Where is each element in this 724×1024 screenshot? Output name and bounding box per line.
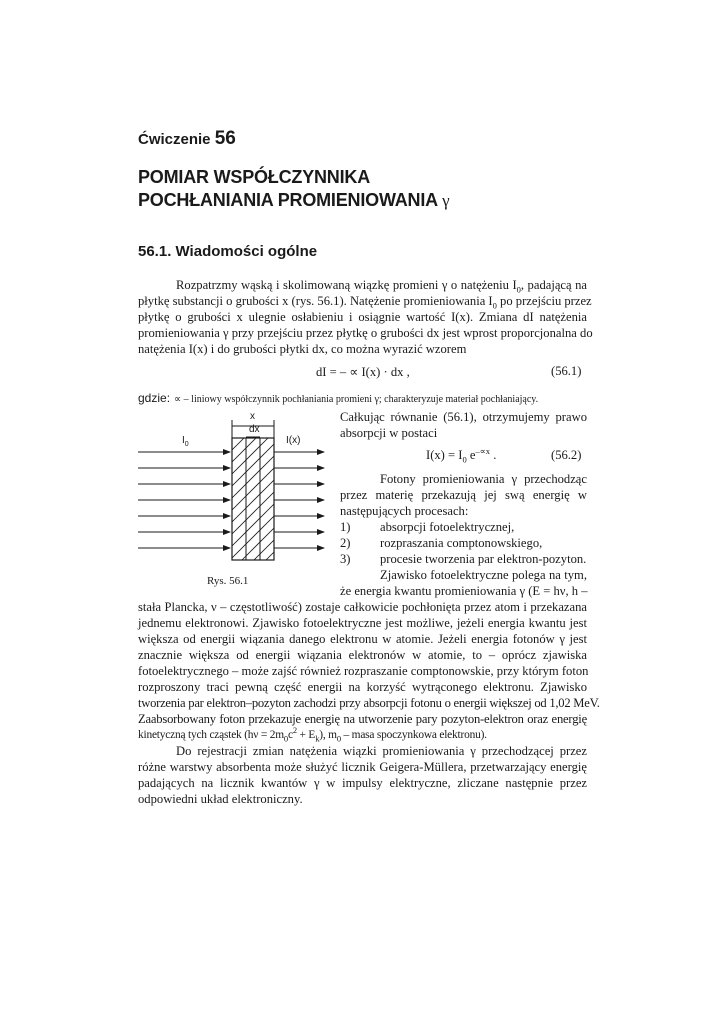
list-item: 2) rozpraszania comptonowskiego, (340, 536, 543, 550)
body-line-2: jednemu elektronowi. Zjawisko fotoelektryczne jest możliwe, jeżeli energia kwantu jest (138, 616, 587, 630)
right-line-4: przez materię przekazują jej swą energię w (340, 488, 587, 502)
section-heading: 56.1. Wiadomości ogólne (138, 243, 318, 260)
list-item: 3) procesie tworzenia par elektron-pozyton. (340, 552, 587, 566)
right-line-2: absorpcji w postaci (340, 426, 438, 440)
list-item: 1) absorpcji fotoelektrycznej, (340, 520, 515, 534)
figure-56-1 (136, 410, 336, 570)
equation-56-2-number: (56.2) (551, 448, 582, 462)
intro-line-3: płytkę o grubości x ulegnie osłabieniu i osiągnie wartość I(x). Zmiana dI natężenia (138, 310, 587, 324)
title-line-2: POCHŁANIANIA PROMIENIOWANIA γ (138, 190, 450, 210)
body-line-6: rozproszony traci pewną część energii na korzyść wytrąconego elektronu. Zjawisko (138, 680, 587, 694)
incident-rays (138, 452, 230, 548)
body-line-4: znacznie większa od energii wiązania elektronów w atomie, to – oprócz zjawiska (138, 648, 587, 662)
right-line-7: że energia kwantu promieniowania γ (E = hν, h – (340, 584, 588, 598)
right-line-3: Fotony promieniowania γ przechodząc (380, 472, 587, 486)
exercise-label: Ćwiczenie 56 (138, 128, 236, 149)
body-line-5: fotoelektrycznego – może zajść również rozpraszanie comptonowskie, przy którym foton (138, 664, 589, 678)
figure-label-ix: I(x) (286, 435, 301, 446)
page-title (138, 166, 449, 212)
body-line-3: większa od energii wiązania danego elektronu w atomie. Jeżeli energia fotonów γ jest (138, 632, 587, 646)
equation-56-2: $I(x) = I_0$ $e^{-\propto x}$ . (426, 445, 497, 465)
figure-label-x: x (250, 411, 255, 422)
right-line-6: Zjawisko fotoelektryczne polega na tym, (380, 568, 587, 582)
equation-56-1: dI = – ∝ I(x) · dx , (316, 365, 410, 379)
figure-label-i0: $I_0$ (182, 435, 189, 448)
body-line-12: padających na licznik kwantów γ w impulsy elektryczne, zliczane następnie przez (138, 776, 587, 790)
body-line-13: odpowiedni układ elektroniczny. (138, 792, 303, 806)
intro-line-1: Rozpatrzmy wąską i skolimowaną wiązkę promieni γ o natężeniu $I_0$, padającą na (176, 278, 587, 295)
figure-caption: Rys. 56.1 (207, 575, 249, 587)
figure-label-dx: dx (249, 424, 260, 435)
body-line-1: stała Plancka, ν – częstotliwość) zostaje całkowicie pochłonięta przez atom i przekazana (138, 600, 587, 614)
right-line-1: Całkując równanie (56.1), otrzymujemy prawo (340, 410, 587, 424)
exercise-number: 56 (214, 128, 236, 149)
body-line-9: kinetyczną tych cząstek $(h\nu = 2m_0c^2 + E_k)$, $m_0$ – masa spoczynkowa elektronu). (138, 725, 487, 744)
right-line-5: następujących procesach: (340, 504, 469, 518)
title-line-1: POMIAR WSPÓŁCZYNNIKA (138, 167, 370, 187)
intro-line-5: natężenia I(x) i do grubości płytki dx, co można wyrazić wzorem (138, 342, 467, 356)
where-line: gdzie: ∝ – liniowy współczynnik pochłaniania promieni γ; charakteryzuje materiał pochłaniający. (138, 391, 539, 405)
intro-line-2: płytkę substancji o grubości x (rys. 56.1). Natężenie promieniowania $I_0$ po przejściu przez (138, 294, 592, 311)
transmitted-rays (274, 452, 324, 548)
absorber-slab (232, 438, 274, 560)
body-line-11: różne warstwy absorbenta może służyć licznik Geigera-Müllera, przetwarzający energię (138, 760, 587, 774)
gamma-symbol: γ (442, 191, 450, 210)
body-line-8: Zaabsorbowany foton przekazuje energię na utworzenie pary pozyton-elektron oraz energię (138, 712, 587, 726)
process-list (340, 519, 586, 567)
equation-56-1-number: (56.1) (551, 364, 582, 378)
intro-line-4: promieniowania γ przy przejściu przez płytkę o grubości dx jest wprost proporcjonalna do (138, 326, 593, 340)
body-line-7: tworzenia par elektron–pozyton zachodzi przy absorpcji fotonu o energii większej od 1,02 MeV. (138, 696, 600, 710)
body-line-10: Do rejestracji zmian natężenia wiązki promieniowania γ przechodzącej przez (176, 744, 587, 758)
